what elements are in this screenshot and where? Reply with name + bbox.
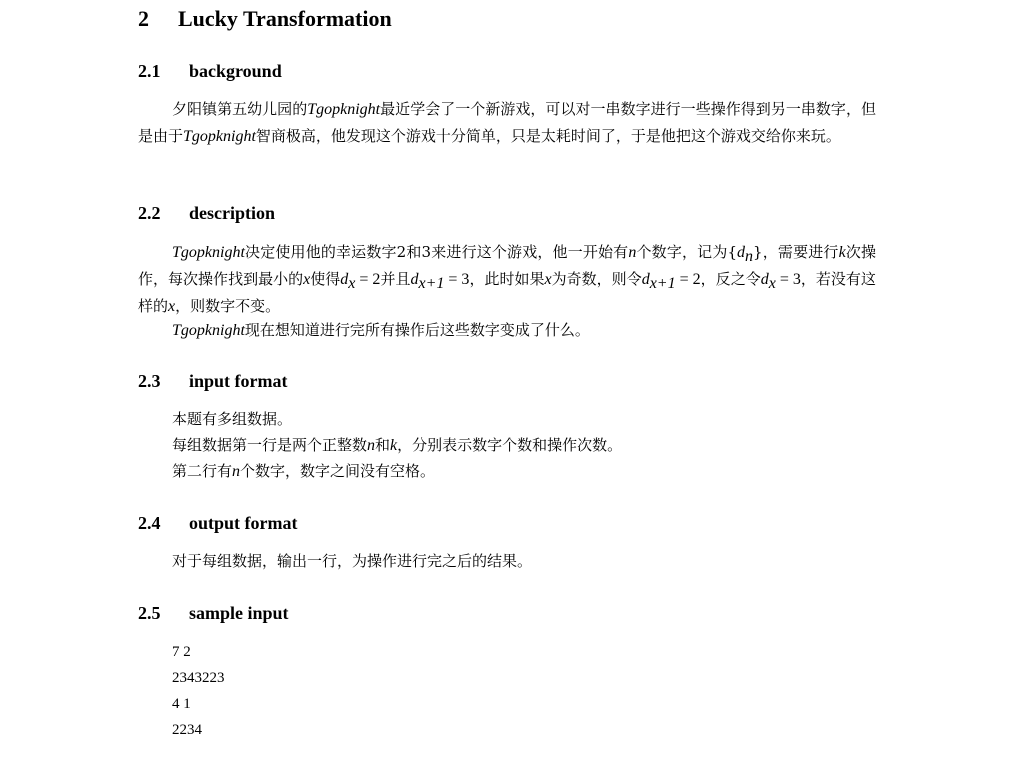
input-format-line-3: [172, 458, 435, 485]
math-subscript: n: [745, 248, 754, 265]
subsection-title: background: [189, 61, 282, 81]
math-var: d: [760, 271, 769, 288]
sample-input-line: 7 2: [172, 644, 191, 660]
math-var: d: [410, 271, 419, 288]
description-paragraph-2: [172, 317, 590, 344]
math-eq: = 3: [775, 271, 801, 288]
math-name: Tgopknight: [183, 128, 256, 145]
subsection-heading-output-format: [138, 513, 298, 534]
math-var: d: [737, 244, 746, 261]
text-run: 并且: [380, 270, 411, 288]
subsection-heading-background: [138, 61, 282, 82]
subsection-title: output format: [189, 513, 298, 533]
math-name: Tgopknight: [307, 101, 381, 118]
section-heading: [138, 6, 392, 32]
math-eq: = 2: [675, 271, 701, 288]
math-var: n: [232, 463, 241, 480]
background-paragraph: [138, 96, 876, 150]
math-var: x: [168, 298, 176, 315]
math-var: x: [544, 271, 552, 288]
subsection-number: 2.4: [138, 513, 161, 533]
text-run: 个数字，记为{: [636, 243, 738, 261]
text-run: ，反之令: [700, 270, 761, 288]
subsection-number: 2.2: [138, 203, 161, 223]
subsection-heading-sample-input: [138, 603, 289, 624]
math-subscript: x+1: [649, 275, 676, 292]
math-subscript: x+1: [418, 275, 445, 292]
text-run: 决定使用他的幸运数字2和3来进行这个游戏，他一开始有: [244, 243, 629, 261]
sample-input-line: 2234: [172, 722, 202, 738]
text-run: ，此时如果: [469, 270, 545, 288]
text-run: 最近学会了一个新游戏，可以对一串数字进行一些操作得到另一串数字，但是由于: [138, 100, 876, 145]
sample-input-line: 2343223: [172, 670, 225, 686]
math-var: x: [303, 271, 311, 288]
subsection-title: input format: [189, 371, 288, 391]
math-name: Tgopknight: [172, 244, 245, 261]
math-eq: = 3: [444, 271, 470, 288]
text-run: ，则数字不变。: [175, 297, 281, 315]
text-run: ，若没有这样的: [138, 270, 876, 315]
math-var: d: [340, 271, 349, 288]
math-var: k: [838, 244, 846, 261]
text-run: 和: [375, 436, 391, 454]
input-format-line-1: 本题有多组数据。: [172, 410, 293, 428]
math-eq: = 2: [355, 271, 381, 288]
text-run: 次操作，每次操作找到最小的: [138, 243, 876, 288]
subsection-number: 2.1: [138, 61, 161, 81]
section-number: 2: [138, 6, 149, 31]
text-run: 每组数据第一行是两个正整数: [172, 436, 368, 454]
subsection-title: sample input: [189, 603, 289, 623]
math-var: k: [390, 437, 398, 454]
math-subscript: x: [348, 275, 356, 292]
subsection-heading-description: [138, 203, 275, 224]
math-var: n: [628, 244, 637, 261]
output-format-line-1: 对于每组数据，输出一行，为操作进行完之后的结果。: [172, 552, 533, 570]
math-subscript: x: [768, 275, 776, 292]
section-title: Lucky Transformation: [178, 6, 392, 31]
math-var: d: [641, 271, 650, 288]
math-name: Tgopknight: [172, 322, 245, 339]
text-run: }，需要进行: [753, 243, 839, 261]
text-run: 第二行有: [172, 462, 233, 480]
text-run: ，分别表示数字个数和操作次数。: [397, 436, 623, 454]
text-run: 现在想知道进行完所有操作后这些数字变成了什么。: [244, 321, 590, 339]
subsection-title: description: [189, 203, 276, 223]
description-paragraph-1: [138, 239, 876, 320]
text-run: 使得: [310, 270, 341, 288]
sample-input-line: 4 1: [172, 696, 191, 712]
subsection-number: 2.5: [138, 603, 161, 623]
text-run: 个数字，数字之间没有空格。: [240, 462, 436, 480]
subsection-number: 2.3: [138, 371, 161, 391]
input-format-line-2: [172, 432, 622, 459]
math-var: n: [367, 437, 376, 454]
text-run: 智商极高，他发现这个游戏十分简单，只是太耗时间了，于是他把这个游戏交给你来玩。: [255, 127, 841, 145]
subsection-heading-input-format: [138, 371, 288, 392]
text-run: 为奇数，则令: [551, 270, 642, 288]
text-run: 夕阳镇第五幼儿园的: [172, 100, 308, 118]
